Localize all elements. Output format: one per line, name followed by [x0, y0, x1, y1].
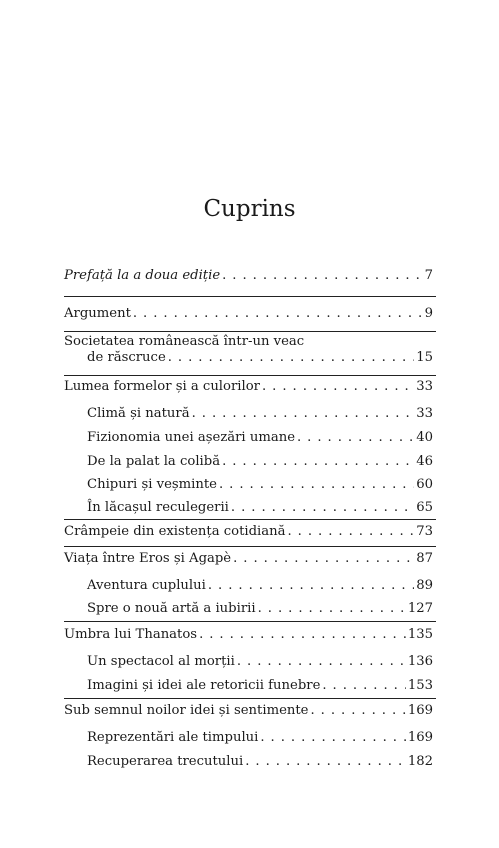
- section-divider: [64, 296, 436, 297]
- toc-entry-thanatos[interactable]: [64, 627, 433, 643]
- toc-entry-page: 89: [416, 578, 433, 593]
- toc-entry-title: Viața între Eros și Agapè: [64, 551, 232, 566]
- toc-entry-title: Sub semnul noilor idei și sentimente: [64, 703, 309, 718]
- leader-dots: [197, 627, 406, 643]
- toc-entry-title: Spre o nouă artă a iubirii: [87, 601, 256, 616]
- leader-dots: [217, 477, 414, 493]
- toc-entry-page: 40: [416, 430, 433, 445]
- toc-subentry-palat[interactable]: [87, 454, 433, 470]
- toc-entry-title: Crâmpeie din existența cotidiană: [64, 524, 286, 539]
- toc-entry-page: 33: [416, 379, 433, 394]
- section-divider: [64, 519, 436, 520]
- toc-subentry-clima[interactable]: [87, 406, 433, 422]
- leader-dots: [206, 578, 414, 594]
- section-divider: [64, 331, 436, 332]
- toc-subentry-spectacol[interactable]: [87, 654, 433, 670]
- toc-entry-page: 65: [416, 500, 433, 515]
- leader-dots: [258, 730, 405, 746]
- leader-dots: [220, 268, 422, 284]
- toc-entry-lumea-formelor[interactable]: [64, 379, 433, 395]
- toc-entry-title: Umbra lui Thanatos: [64, 627, 198, 642]
- toc-entry-page: 135: [407, 627, 433, 642]
- leader-dots: [229, 500, 414, 516]
- section-divider: [64, 621, 436, 622]
- toc-entry-title: Reprezentări ale timpului: [87, 730, 259, 745]
- toc-entry-page: 46: [416, 454, 433, 469]
- toc-entry-page: 60: [416, 477, 433, 492]
- toc-entry-title: Imagini și idei ale retoricii funebre: [87, 678, 321, 693]
- toc-entry-prefata[interactable]: [64, 268, 433, 284]
- section-divider: [64, 698, 436, 699]
- toc-entry-viata[interactable]: [64, 551, 433, 567]
- toc-entry-title: Prefață la a doua ediție: [64, 268, 221, 283]
- leader-dots: [295, 430, 414, 446]
- leader-dots: [190, 406, 415, 422]
- toc-entry-page: 9: [424, 306, 433, 321]
- toc-entry-page: 169: [407, 703, 433, 718]
- toc-entry-argument[interactable]: [64, 306, 433, 322]
- toc-entry-title: Lumea formelor și a culorilor: [64, 379, 260, 394]
- toc-entry-title-line1: Societatea românească într-un veac: [64, 334, 305, 349]
- toc-entry-page: 182: [407, 754, 433, 769]
- toc-subentry-arta-iubirii[interactable]: [87, 601, 433, 617]
- toc-subentry-imagini[interactable]: [87, 678, 433, 694]
- leader-dots: [256, 601, 406, 617]
- toc-entry-crampeie[interactable]: [64, 524, 433, 540]
- leader-dots: [166, 350, 414, 366]
- page-title: Cuprins: [203, 196, 296, 222]
- toc-entry-title: de răscruce: [87, 350, 166, 365]
- toc-entry-societatea[interactable]: [64, 334, 433, 366]
- leader-dots: [243, 754, 406, 770]
- toc-subentry-lacasul[interactable]: [87, 500, 433, 516]
- toc-entry-page: 73: [416, 524, 433, 539]
- toc-entry-page: 7: [424, 268, 433, 283]
- toc-entry-title: Aventura cuplului: [87, 578, 206, 593]
- toc-entry-title: Fizionomia unei așezări umane: [87, 430, 295, 445]
- toc-subentry-chipuri[interactable]: [87, 477, 433, 493]
- leader-dots: [131, 306, 423, 322]
- leader-dots: [308, 703, 405, 719]
- leader-dots: [220, 454, 414, 470]
- toc-entry-title: În lăcașul reculegerii: [87, 500, 229, 515]
- leader-dots: [260, 379, 414, 395]
- toc-entry-page: 15: [416, 350, 433, 365]
- toc-subentry-recuperarea[interactable]: [87, 754, 433, 770]
- toc-entry-title: De la palat la colibă: [87, 454, 221, 469]
- toc-entry-page: 136: [407, 654, 433, 669]
- toc-entry-page: 87: [416, 551, 433, 566]
- toc-entry-title: Argument: [64, 306, 131, 321]
- leader-dots: [320, 678, 405, 694]
- section-divider: [64, 375, 436, 376]
- leader-dots: [285, 524, 414, 540]
- toc-subentry-fizionomia[interactable]: [87, 430, 433, 446]
- toc-entry-sub-semnul[interactable]: [64, 703, 433, 719]
- leader-dots: [235, 654, 406, 670]
- leader-dots: [231, 551, 414, 567]
- toc-entry-title: Climă și natură: [87, 406, 190, 421]
- toc-entry-title: Recuperarea trecutului: [87, 754, 244, 769]
- toc-entry-page: 33: [416, 406, 433, 421]
- toc-subentry-aventura[interactable]: [87, 578, 433, 594]
- toc-entry-page: 153: [407, 678, 433, 693]
- toc-subentry-reprezentari[interactable]: [87, 730, 433, 746]
- toc-entry-page: 127: [407, 601, 433, 616]
- toc-entry-page: 169: [407, 730, 433, 745]
- section-divider: [64, 546, 436, 547]
- toc-entry-title: Chipuri și veșminte: [87, 477, 217, 492]
- toc-entry-title: Un spectacol al morții: [87, 654, 235, 669]
